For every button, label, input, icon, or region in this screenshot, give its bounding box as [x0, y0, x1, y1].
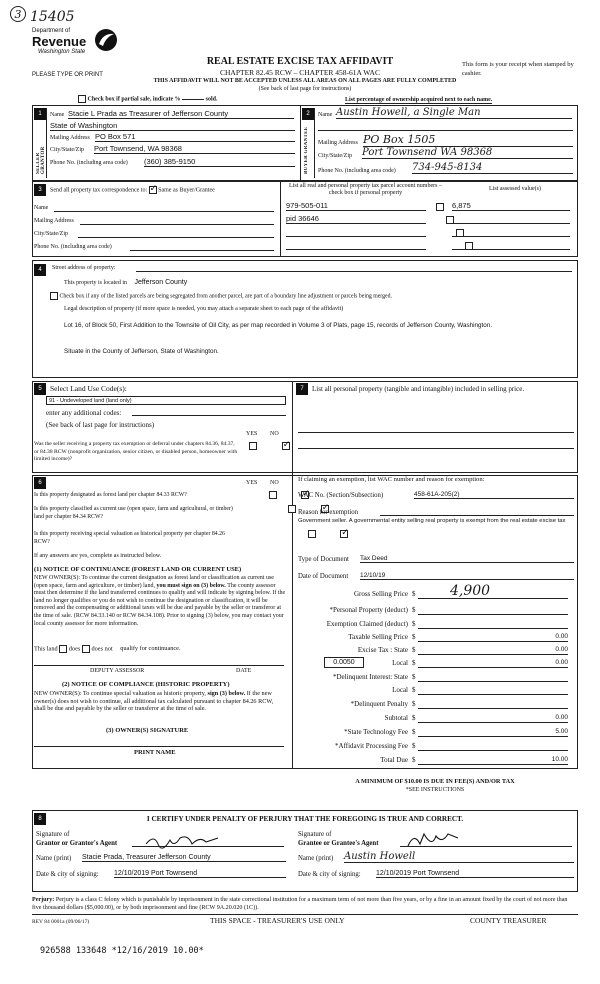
perjury-note [32, 896, 578, 912]
seller-city-row [50, 145, 295, 156]
delinq-local-value[interactable] [418, 686, 568, 695]
grantor-name-row [36, 855, 286, 862]
seller-name[interactable]: Stacie L Prada as Treasurer of Jefferson County [68, 109, 294, 119]
buyer-mail[interactable]: PO Box 1505 [363, 133, 573, 147]
tech-fee-value[interactable]: 5.00 [555, 728, 568, 735]
deputy-assessor-label: DEPUTY ASSESSOR [90, 668, 145, 674]
buyer-city-label: City/State/Zip [318, 153, 352, 159]
state-value[interactable]: 0.00 [555, 646, 568, 653]
local-dollar: $ [412, 659, 416, 667]
assessed-3[interactable] [452, 236, 570, 237]
delinq-local-row [300, 686, 568, 698]
total-value[interactable]: 10.00 [551, 756, 568, 763]
section-7-badge: 7 [296, 383, 308, 395]
delinq-local-dollar: $ [412, 686, 416, 694]
corr-mail-label: Mailing Address [34, 218, 74, 224]
historic-yes-checkbox[interactable] [308, 530, 316, 538]
buyer-mail-label: Mailing Address [318, 140, 358, 146]
additional-codes-field[interactable] [132, 415, 286, 416]
taxable-dollar: $ [412, 633, 416, 641]
seller-name-label: Name [50, 112, 65, 118]
continuance-text-2: The county assessor must then determine if the land transferred continues to qualify and will indicate by signing below. If the land no longer qualifies or you do not wish to continue the designation or classification, it will be removed and the compensating or additional taxes will be due and payable by the seller or transferor at the time of sale. (RCW 84.33.140 or RCW 84.34.108). Prior to signing (3) below, you may contact your local county assessor for more information. [34, 582, 286, 627]
parcel-1[interactable]: 979-505-011 [286, 201, 426, 211]
grantee-sig-label-1: Signature of [298, 831, 332, 838]
grantor-signature-scribble-icon [144, 832, 224, 850]
logo-dept: Department of [32, 28, 71, 34]
local-label: Local [392, 659, 408, 667]
seller-phone-label: Phone No. (including area code) [50, 160, 128, 166]
continuance-bold: you must sign on (3) below. [156, 582, 226, 589]
exempt-value[interactable] [418, 620, 568, 629]
located-label: This property is located in [64, 280, 127, 286]
receipt-note: This form is your receipt when stamped by cashier. [462, 61, 574, 77]
segregated-checkbox[interactable] [50, 292, 58, 300]
corr-name-field[interactable] [54, 211, 274, 212]
tech-fee-label: *State Technology Fee [344, 728, 408, 736]
s6-yes-header: YES [246, 480, 258, 486]
land-use-label: Select Land Use Code(s): [50, 384, 127, 393]
grantee-print-name[interactable]: Austin Howell [344, 851, 574, 863]
buyer-phone-row [318, 162, 573, 177]
affidavit-fee-label: *Affidavit Processing Fee [335, 742, 408, 750]
seller-mail-row [50, 133, 295, 144]
section-8-badge: 8 [34, 813, 46, 825]
doc-type[interactable]: Tax Deed [360, 555, 574, 563]
corr-city-label: City/State/Zip [34, 231, 68, 237]
grantee-name-label: Name (print) [298, 855, 334, 862]
seller-name-2[interactable]: State of Washington [50, 121, 295, 131]
grantor-sig-label [36, 830, 117, 848]
seller-mail[interactable]: PO Box 571 [95, 132, 295, 142]
see-back-note: (See back of last page for instructions) [258, 86, 352, 92]
assessed-4[interactable] [452, 249, 570, 250]
total-row [300, 756, 568, 768]
send-label: Send all property tax correspondence to: [50, 187, 148, 194]
affidavit-fee-row [300, 742, 568, 754]
grantee-name-row [298, 851, 574, 862]
historic-bold: sign (3) below. [207, 690, 246, 697]
delinq-local-label: Local [392, 686, 408, 694]
penalty-row [300, 700, 568, 712]
continuance-text-1: NEW OWNER(S): To continue the current designation as forest land or classification as current use (open space, farm and agriculture, or timber) land, [34, 575, 274, 589]
corr-name-label: Name [34, 205, 49, 211]
buyer-city[interactable]: Port Townsend WA 98368 [362, 147, 573, 159]
if-any-note: If any answers are yes, complete as instructed below. [34, 553, 162, 559]
tech-fee-dollar: $ [412, 728, 416, 736]
doc-date[interactable]: 12/10/19 [360, 572, 574, 580]
total-dollar: $ [412, 756, 416, 764]
partial-sale-row [78, 95, 218, 103]
perjury-bold: Perjury: [32, 897, 55, 903]
additional-codes-row [46, 409, 286, 417]
penalty-value[interactable] [418, 700, 568, 709]
state-label: Excise Tax : State [357, 646, 408, 654]
certify-text: I CERTIFY UNDER PENALTY OF PERJURY THAT THE FOREGOING IS TRUE AND CORRECT. [146, 815, 464, 823]
buyer-name[interactable]: Austin Howell, a Single Man [336, 107, 572, 119]
property-section [32, 260, 578, 378]
land-use-code[interactable]: 91 - Undeveloped land (land only) [46, 396, 286, 405]
partial-sale-checkbox[interactable] [78, 95, 86, 103]
handwritten-number: 15405 [30, 9, 75, 25]
grantor-signature[interactable] [132, 846, 284, 847]
exemption-yes-checkbox[interactable] [249, 442, 257, 450]
section-6-badge: 6 [34, 477, 46, 489]
wac-label: WAC No. (Section/Subsection) [298, 492, 384, 499]
grantor-sig-label-1: Signature of [36, 831, 70, 838]
personal-label: *Personal Property (deduct) [329, 606, 408, 614]
assessed-1[interactable]: 6,875 [452, 201, 570, 211]
assessed-2[interactable] [452, 223, 570, 224]
seller-side-label: SELLER GRANTOR [36, 146, 46, 174]
situate-text: Situate in the County of Jefferson, State of Washington. [64, 348, 219, 355]
corr-phone-field[interactable] [130, 250, 274, 251]
form-title: REAL ESTATE EXCISE TAX AFFIDAVIT [206, 56, 394, 67]
penalty-label: *Delinquent Penalty [350, 700, 408, 708]
personal-value[interactable] [418, 606, 568, 615]
buyer-name-label: Name [318, 112, 333, 118]
same-as-buyer-checkbox[interactable] [149, 186, 157, 194]
logo-state: Washington State [38, 49, 86, 55]
seller-city[interactable]: Port Townsend, WA 98368 [94, 144, 295, 154]
delinq-state-label: *Delinquent Interest: State [332, 673, 408, 681]
s6-no-header: NO [270, 480, 279, 486]
this-land-label: This land [34, 645, 58, 653]
claiming-exemption: If claiming an exemption, list WAC number and reason for exemption: [298, 476, 485, 483]
doc-type-label: Type of Document [298, 556, 349, 563]
wac-number[interactable]: 458-61A-205(2) [414, 491, 574, 499]
cashier-stamp: 926588 133648 *12/16/2019 10.00* [40, 946, 204, 956]
corr-city-field[interactable] [78, 237, 274, 238]
subtotal-label: Subtotal [384, 714, 408, 722]
segregated-label: Check box if any of the listed parcels are being segregated from another parcel, are part of a boundary line adjustment or parcels being merged. [59, 293, 392, 300]
delinq-state-value[interactable] [418, 673, 568, 682]
historic-text-2: If the new owner(s) does not wish to continue, all additional tax calculated pursuant to chapter 84.26 RCW, shall be due and payable by the seller or transferor at the time of sale. [34, 690, 274, 712]
subtotal-row [300, 714, 568, 726]
wac-row [298, 492, 576, 499]
print-instruction: PLEASE TYPE OR PRINT [32, 72, 103, 78]
section-3-badge: 3 [34, 184, 46, 196]
state-dollar: $ [412, 646, 416, 654]
buyer-city-row [318, 147, 573, 162]
qualify-label: qualify for continuance. [120, 645, 181, 653]
print-name-label: PRINT NAME [134, 749, 176, 756]
s5-no-header: NO [270, 431, 279, 437]
local-rate[interactable]: 0.0050 [324, 657, 364, 668]
gross-value[interactable]: 4,900 [450, 583, 491, 599]
grantee-signature-scribble-icon [406, 830, 466, 850]
qualify-row [34, 645, 181, 653]
corr-phone-row [34, 244, 274, 250]
additional-codes-label: enter any additional codes: [46, 409, 122, 417]
gross-dollar: $ [412, 590, 416, 598]
property-county: Jefferson County [134, 279, 188, 286]
section-4-badge: 4 [34, 264, 46, 276]
historic-text-1: NEW OWNER(S): To continue special valuation as historic property, [34, 690, 206, 697]
seller-phone-row [50, 158, 295, 169]
personal-property-text: List all personal property (tangible and intangible) included in selling price. [312, 385, 525, 393]
legal-label: Legal description of property (if more space is needed, you may attach a separate sheet to each page of the affidavit) [64, 306, 344, 312]
reason-label: Reason for exemption [298, 509, 359, 516]
form-chapter: CHAPTER 82.45 RCW – CHAPTER 458-61A WAC [220, 68, 380, 77]
does-not-checkbox[interactable] [82, 645, 90, 653]
taxable-value[interactable]: 0.00 [555, 633, 568, 640]
corr-city-row [34, 231, 274, 237]
total-label: Total Due [380, 756, 408, 764]
corr-mail-field[interactable] [80, 224, 274, 225]
parcel-2[interactable]: pid 36646 [286, 214, 426, 224]
doc-date-label: Date of Document [298, 573, 349, 580]
exemption-reason: Government seller. A governmental entity selling real property is exempt from the real estate excise tax [298, 518, 566, 524]
forest-question: Is this property designated as forest land per chapter 84.33 RCW? [34, 492, 187, 498]
grantor-date-label: Date & city of signing: [36, 871, 99, 878]
grantee-agent-label: Grantee or Grantee's Agent [298, 840, 379, 847]
segregated-row [50, 292, 575, 300]
buyer-name-row [318, 107, 573, 121]
treasurer-use-only: THIS SPACE - TREASURER'S USE ONLY [210, 916, 345, 925]
circled-number: 3 [10, 6, 26, 22]
land-use-see-back: (See back of last page for instructions) [46, 421, 155, 429]
same-as-buyer-label: Same as Buyer/Grantee [158, 187, 215, 194]
delinq-state-dollar: $ [412, 673, 416, 681]
grantee-sig-label [298, 830, 378, 848]
taxable-label: Taxable Selling Price [348, 633, 408, 641]
historic-no-checkbox[interactable] [340, 530, 348, 538]
gross-row [300, 583, 568, 602]
historic-title: (2) NOTICE OF COMPLIANCE (HISTORIC PROPERTY) [62, 681, 230, 688]
personal-row [300, 606, 568, 618]
grantee-date-label: Date & city of signing: [298, 871, 361, 878]
current-use-question: Is this property classified as current use (open space, farm and agricultural, or timber) land per chapter 84.34 RCW? [34, 506, 233, 520]
seller-mail-label: Mailing Address [50, 135, 90, 141]
parcel-3[interactable] [286, 236, 426, 237]
exempt-row [300, 620, 568, 632]
seller-city-label: City/State/Zip [50, 147, 84, 153]
continuance-title: (1) NOTICE OF CONTINUANCE (FOREST LAND OR CURRENT USE) [34, 566, 242, 573]
correspondence-row [50, 186, 215, 194]
parcel-4[interactable] [286, 249, 426, 250]
street-field[interactable] [136, 271, 572, 272]
does-label: does [68, 645, 81, 653]
local-value[interactable]: 0.00 [555, 659, 568, 666]
corr-mail-row [34, 218, 274, 224]
does-checkbox[interactable] [59, 645, 67, 653]
grantee-signature[interactable] [400, 846, 572, 847]
form-warning: THIS AFFIDAVIT WILL NOT BE ACCEPTED UNLESS ALL AREAS ON ALL PAGES ARE FULLY COMPLETED [153, 78, 457, 84]
current-use-yes-checkbox[interactable] [288, 505, 296, 513]
assessor-date-label: DATE [236, 668, 252, 674]
corr-phone-label: Phone No. (including area code) [34, 244, 112, 250]
section-2-badge: 2 [302, 108, 314, 120]
subtotal-value[interactable]: 0.00 [555, 714, 568, 721]
seller-name-row [50, 110, 295, 121]
sold-label: sold. [205, 96, 218, 103]
grantor-print-name[interactable]: Stacie Prada, Treasurer Jefferson County [82, 854, 286, 862]
doc-type-row [298, 556, 576, 563]
tech-fee-row [300, 728, 568, 740]
local-row [300, 659, 568, 671]
personal-dollar: $ [412, 606, 416, 614]
grantee-date-row [298, 871, 574, 878]
corr-name-row [34, 205, 274, 211]
historic-text [34, 690, 286, 713]
minimum-note: A MINIMUM OF $10.00 IS DUE IN FEE(S) AND/OR TAX [355, 778, 515, 785]
exempt-dollar: $ [412, 620, 416, 628]
taxable-row [300, 633, 568, 645]
buyer-phone-label: Phone No. (including area code) [318, 168, 396, 174]
assessed-header: List assessed value(s) [489, 186, 541, 192]
buyer-side-label: BUYER GRANTEE [304, 126, 309, 174]
continuance-text [34, 575, 286, 628]
parcel-header: List all real and personal property tax parcel account numbers – check box if personal property [289, 183, 442, 196]
located-row [64, 279, 187, 286]
section-1-badge: 1 [34, 108, 46, 120]
street-row [52, 265, 572, 271]
forest-yes-checkbox[interactable] [269, 491, 277, 499]
form-revision: REV 84 0001a (09/06/17) [32, 919, 90, 925]
affidavit-fee-value[interactable] [418, 742, 568, 751]
exemption-question: Was the seller receiving a property tax exemption or deferral under chapters 84.36, 84.37, or 84.38 RCW (nonprofit organization, senior citizen, or disabled person, homeowner with limited income)? [34, 441, 238, 462]
subtotal-dollar: $ [412, 714, 416, 722]
percentage-note: List percentage of ownership acquired next to each name. [345, 97, 493, 103]
doc-date-row [298, 573, 576, 580]
delinq-state-row [300, 673, 568, 685]
partial-sale-label: Check box if partial sale, indicate % [87, 96, 181, 103]
grantor-date-city[interactable]: 12/10/2019 Port Townsend [114, 870, 286, 878]
s5-yes-header: YES [246, 431, 258, 437]
county-treasurer: COUNTY TREASURER [470, 916, 547, 925]
section-5-badge: 5 [34, 383, 46, 395]
seller-phone[interactable]: (360) 385-9150 [144, 157, 295, 167]
exempt-label: Exemption Claimed (deduct) [326, 620, 408, 628]
logo-swoosh-icon [94, 28, 118, 52]
parcel-1-personal-checkbox[interactable] [436, 203, 444, 211]
perjury-text: Perjury is a class C felony which is punishable by imprisonment in the state correctional institution for a maximum term of not more than five years, or by a fine in an amount fixed by the court of not more than five thousand dollars ($5,000.00), or by both imprisonment and fine (RCW 9A.20.020 (1C)). [32, 897, 568, 911]
historic-question: Is this property receiving special valuation as historical property per chapter 84.26 RCW? [34, 531, 225, 545]
legal-description: Lot 16, of Block 50, First Addition to the Townsite of Oil City, as per map recorded in Volume 3 of Plats, page 15, records of Jefferson County, Washington. [64, 322, 493, 329]
see-instructions-note: *SEE INSTRUCTIONS [405, 787, 465, 793]
reason-row [298, 509, 576, 516]
grantee-date-city[interactable]: 12/10/2019 Port Townsend [376, 870, 574, 878]
gross-label: Gross Selling Price [353, 590, 408, 598]
grantor-date-row [36, 871, 286, 878]
grantor-agent-label: Grantor or Grantor's Agent [36, 840, 118, 847]
buyer-phone[interactable]: 734-945-8134 [412, 162, 573, 174]
does-not-label: does not [91, 645, 113, 653]
owner-signature-line[interactable] [34, 746, 284, 747]
street-label: Street address of property: [52, 265, 116, 271]
assessor-signature-line[interactable] [34, 665, 284, 666]
grantor-name-label: Name (print) [36, 855, 72, 862]
owner-signature-label: (3) OWNER(S) SIGNATURE [106, 727, 189, 734]
exemption-no-checkbox[interactable] [282, 442, 290, 450]
logo-name: Revenue [32, 34, 87, 49]
affidavit-fee-dollar: $ [412, 742, 416, 750]
penalty-dollar: $ [412, 700, 416, 708]
parcel-table [286, 201, 576, 255]
dor-logo [32, 28, 122, 68]
